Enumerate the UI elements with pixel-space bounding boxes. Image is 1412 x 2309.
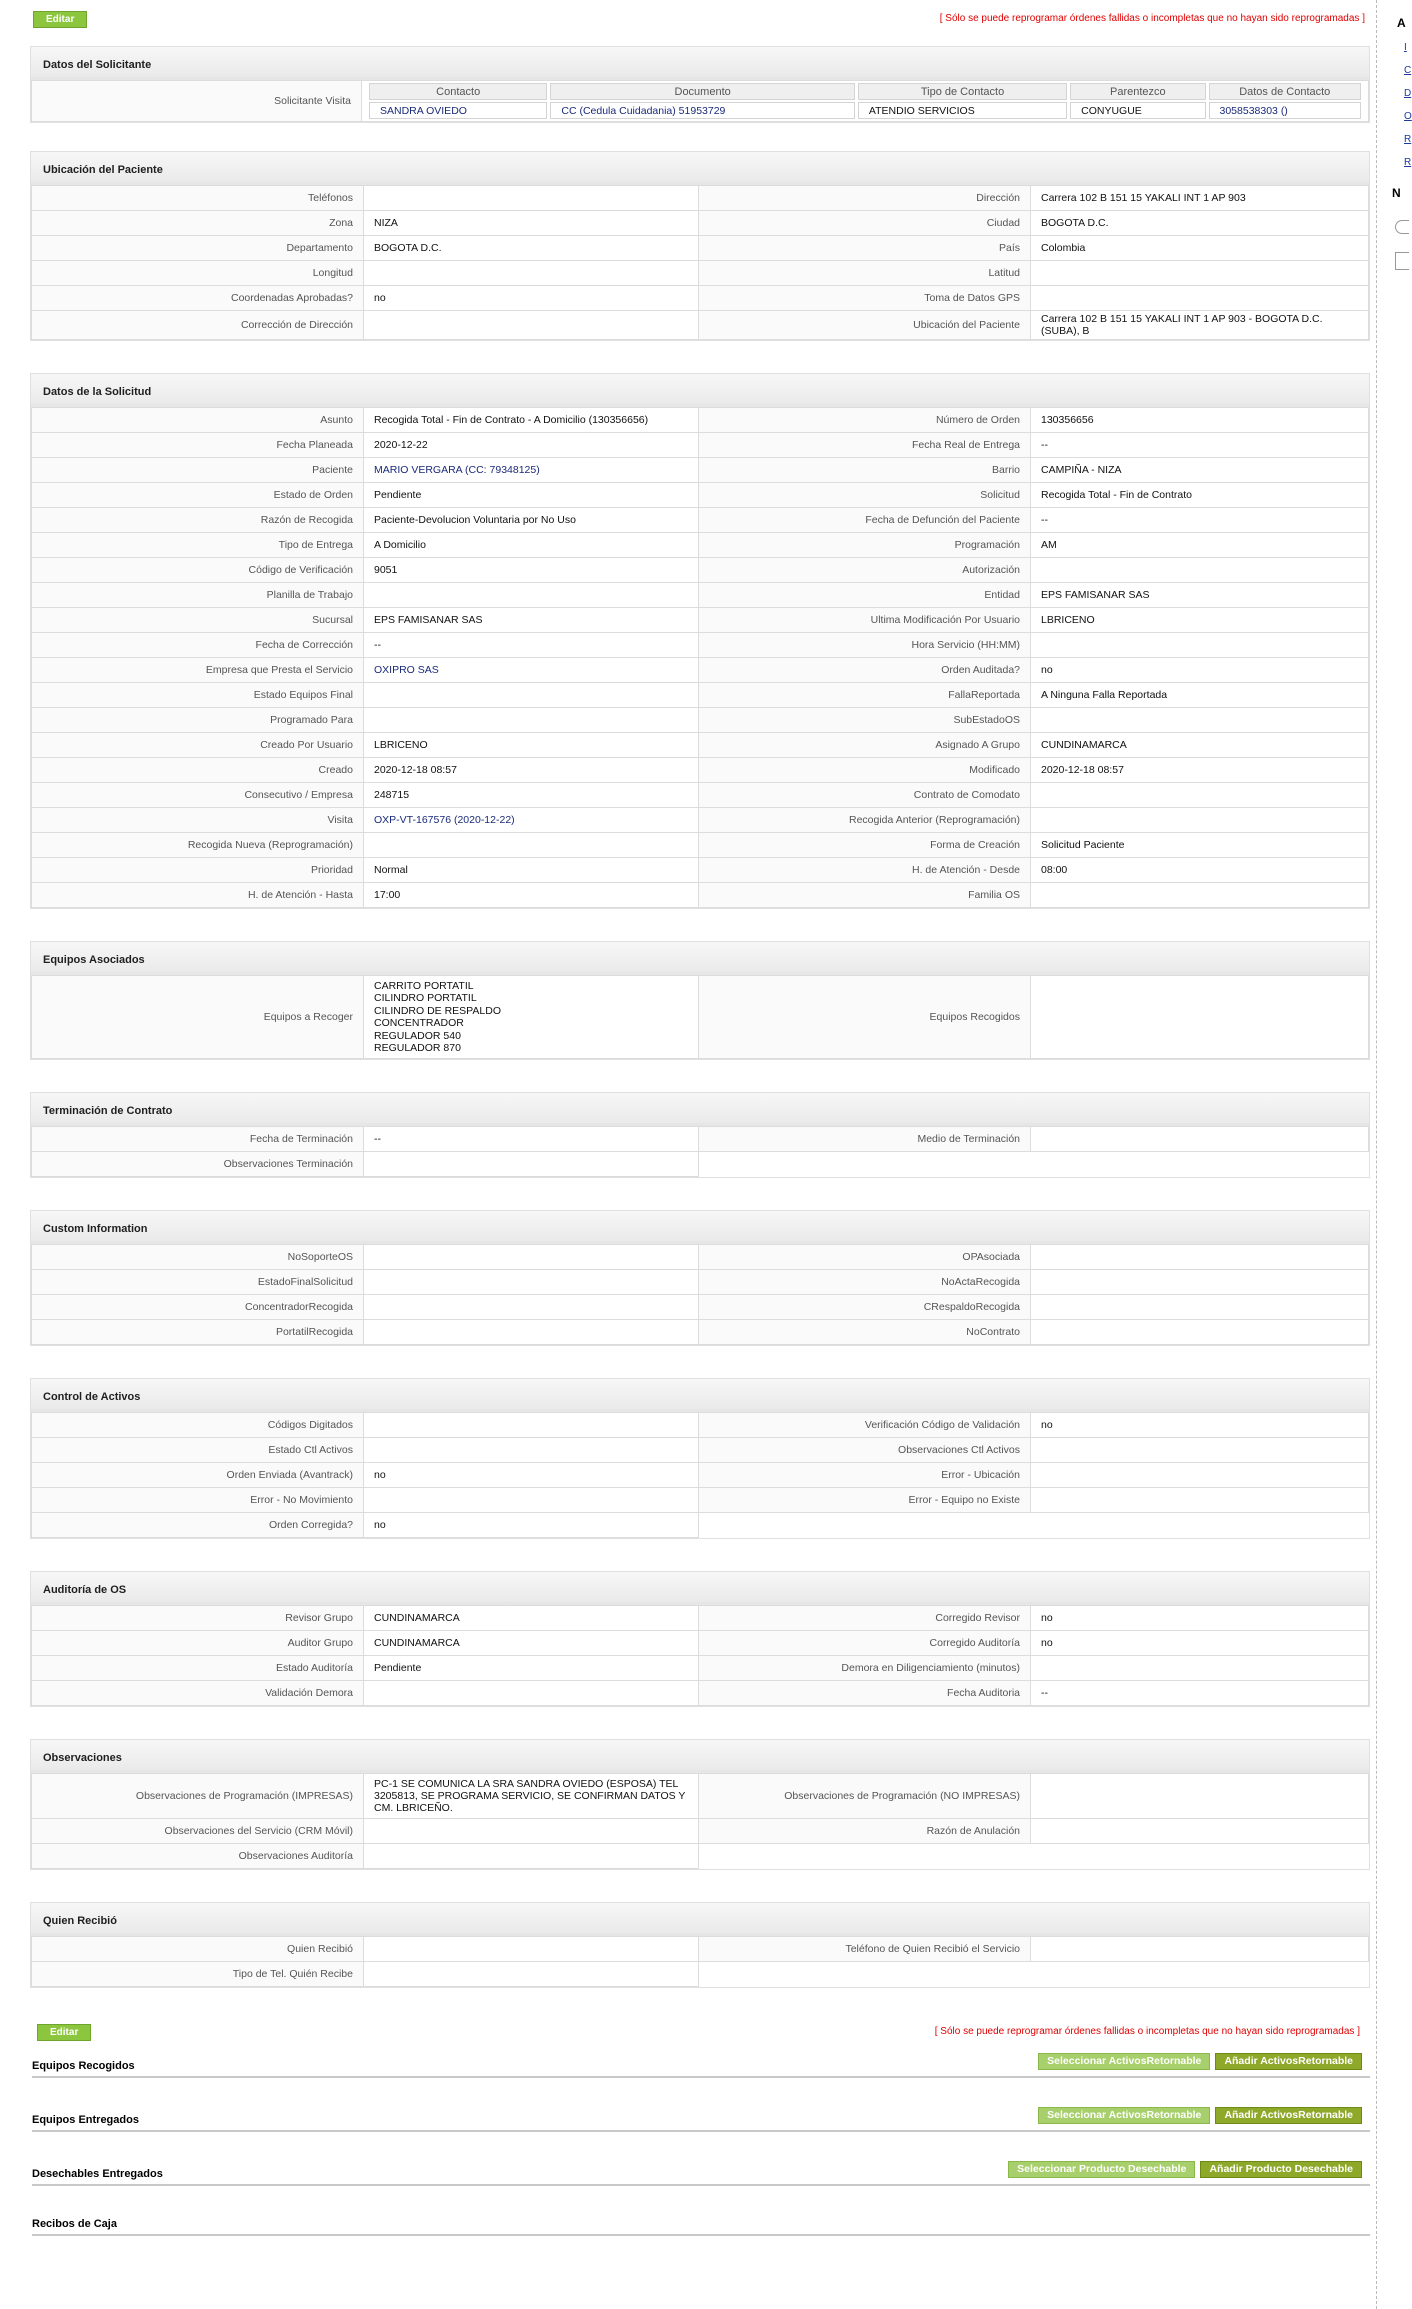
- field-label: NoActaRecogida: [699, 1270, 1031, 1295]
- sidebar-link-1[interactable]: I: [1404, 42, 1407, 53]
- field-value: no: [1031, 1631, 1369, 1656]
- section-terminacion: [30, 1092, 1370, 1178]
- table-row: [32, 733, 1369, 758]
- table-row: [32, 758, 1369, 783]
- observaciones-table: [31, 1773, 1369, 1869]
- field-value: Pendiente: [364, 1656, 699, 1681]
- table-row: [32, 236, 1369, 261]
- field-value: 9051: [364, 558, 699, 583]
- field-label: Fecha Planeada: [32, 433, 364, 458]
- field-value: [364, 311, 699, 340]
- field-value: NIZA: [364, 211, 699, 236]
- select-activos-retornable-button[interactable]: Seleccionar ActivosRetornable: [1038, 2053, 1210, 2070]
- section-title: Ubicación del Paciente: [31, 152, 1369, 185]
- field-label: Toma de Datos GPS: [699, 286, 1031, 311]
- sidebar-radio[interactable]: [1395, 220, 1409, 234]
- list-title: Equipos Entregados: [32, 2114, 139, 2127]
- field-label: Prioridad: [32, 858, 364, 883]
- field-label: Familia OS: [699, 883, 1031, 908]
- field-value: [364, 1270, 699, 1295]
- table-row: [32, 883, 1369, 908]
- field-label: Estado de Orden: [32, 483, 364, 508]
- field-label: Error - No Movimiento: [32, 1488, 364, 1513]
- field-value: [1031, 1245, 1369, 1270]
- table-row: [32, 508, 1369, 533]
- field-label: Contrato de Comodato: [699, 783, 1031, 808]
- field-value: Colombia: [1031, 236, 1369, 261]
- field-value: LBRICENO: [1031, 608, 1369, 633]
- section-title: Quien Recibió: [31, 1903, 1369, 1936]
- field-label: Ultima Modificación Por Usuario: [699, 608, 1031, 633]
- list-title: Equipos Recogidos: [32, 2060, 135, 2073]
- section-title: Observaciones: [31, 1740, 1369, 1773]
- field-label: Ubicación del Paciente: [699, 311, 1031, 340]
- field-value: [1031, 883, 1369, 908]
- section-custom: [30, 1210, 1370, 1346]
- field-value: Recogida Total - Fin de Contrato - A Domicilio (130356656): [364, 408, 699, 433]
- equipos-recogidos-list: [32, 2050, 1370, 2078]
- field-value: CAMPIÑA - NIZA: [1031, 458, 1369, 483]
- table-row: [32, 708, 1369, 733]
- table-row: [32, 608, 1369, 633]
- field-value: AM: [1031, 533, 1369, 558]
- field-value: [1031, 1270, 1369, 1295]
- solicitud-table: [31, 407, 1369, 908]
- ubicacion-table: [31, 185, 1369, 340]
- sidebar-link-4[interactable]: O: [1404, 111, 1412, 122]
- equipos-recoger-label: Equipos a Recoger: [32, 976, 364, 1059]
- field-value: [364, 683, 699, 708]
- obs-crm-value: [364, 1819, 699, 1844]
- field-value: [1031, 633, 1369, 658]
- field-value: 2020-12-18 08:57: [1031, 758, 1369, 783]
- sidebar-link-6[interactable]: R: [1404, 157, 1412, 168]
- contacto-value: SANDRA OVIEDO: [369, 102, 547, 119]
- add-producto-desechable-button[interactable]: Añadir Producto Desechable: [1200, 2161, 1362, 2178]
- field-value: Carrera 102 B 151 15 YAKALI INT 1 AP 903 - BOGOTA D.C. (SUBA), B: [1031, 311, 1369, 340]
- field-value: no: [1031, 1413, 1369, 1438]
- table-row: [32, 583, 1369, 608]
- field-label: Sucursal: [32, 608, 364, 633]
- section-title: Equipos Asociados: [31, 942, 1369, 975]
- obs-prog-impresas-value: PC-1 SE COMUNICA LA SRA SANDRA OVIEDO (ESPOSA) TEL 3205813, SE PROGRAMA SERVICIO, SE CONFIRMAN DATOS Y CM. LBRICEÑO.: [364, 1774, 699, 1819]
- section-control: [30, 1378, 1370, 1539]
- field-label: Fecha Real de Entrega: [699, 433, 1031, 458]
- section-solicitud: [30, 373, 1370, 909]
- field-label: Solicitud: [699, 483, 1031, 508]
- sidebar-title-2: N: [1392, 186, 1401, 200]
- section-title: Datos de la Solicitud: [31, 374, 1369, 407]
- field-label: Código de Verificación: [32, 558, 364, 583]
- field-value: A Ninguna Falla Reportada: [1031, 683, 1369, 708]
- tel-recibio-value: [1031, 1937, 1369, 1962]
- field-label: Códigos Digitados: [32, 1413, 364, 1438]
- field-label: Programación: [699, 533, 1031, 558]
- obs-prog-no-impresas-value: [1031, 1774, 1369, 1819]
- field-value: [364, 1488, 699, 1513]
- field-label: Asignado A Grupo: [699, 733, 1031, 758]
- field-label: NoSoporteOS: [32, 1245, 364, 1270]
- contact-table: [366, 81, 1364, 121]
- field-value: CUNDINAMARCA: [364, 1631, 699, 1656]
- field-value: [364, 261, 699, 286]
- field-value: 17:00: [364, 883, 699, 908]
- table-row: [32, 261, 1369, 286]
- field-value: [364, 186, 699, 211]
- razon-anulacion-label: Razón de Anulación: [699, 1819, 1031, 1844]
- sidebar-link-5[interactable]: R: [1404, 134, 1412, 145]
- field-label: Orden Enviada (Avantrack): [32, 1463, 364, 1488]
- field-label: Estado Equipos Final: [32, 683, 364, 708]
- terminacion-table: [31, 1126, 1369, 1177]
- field-value: [364, 1245, 699, 1270]
- table-row: [32, 633, 1369, 658]
- table-row: [32, 808, 1369, 833]
- recibio-table: [31, 1936, 1369, 1987]
- field-label: Latitud: [699, 261, 1031, 286]
- field-value: [1031, 286, 1369, 311]
- field-value: BOGOTA D.C.: [1031, 211, 1369, 236]
- field-value: --: [364, 633, 699, 658]
- field-value: [364, 1320, 699, 1345]
- field-label: Ciudad: [699, 211, 1031, 236]
- field-label: Hora Servicio (HH:MM): [699, 633, 1031, 658]
- table-row: [32, 1245, 1369, 1270]
- section-title: Control de Activos: [31, 1379, 1369, 1412]
- order-detail-main: [25, 0, 1370, 2236]
- field-value: [364, 583, 699, 608]
- table-row: [32, 658, 1369, 683]
- table-row: [32, 1606, 1369, 1631]
- obs-prog-no-impresas-label: Observaciones de Programación (NO IMPRESAS): [699, 1774, 1031, 1819]
- field-value: [1031, 708, 1369, 733]
- select-activos-retornable-button[interactable]: Seleccionar ActivosRetornable: [1038, 2107, 1210, 2124]
- obs-auditoria-label: Observaciones Auditoría: [32, 1844, 364, 1869]
- field-label: Corregido Auditoría: [699, 1631, 1031, 1656]
- field-value: EPS FAMISANAR SAS: [364, 608, 699, 633]
- section-equipos: [30, 941, 1370, 1060]
- field-value: [1031, 783, 1369, 808]
- field-value: [1031, 808, 1369, 833]
- col-datos-contacto: Datos de Contacto: [1209, 83, 1362, 100]
- field-label: Estado Ctl Activos: [32, 1438, 364, 1463]
- field-label: Observaciones Ctl Activos: [699, 1438, 1031, 1463]
- table-row: [32, 1438, 1369, 1463]
- field-value: [364, 1413, 699, 1438]
- table-row: [32, 1681, 1369, 1706]
- list-title: Recibos de Caja: [32, 2218, 117, 2231]
- field-value: 130356656: [1031, 408, 1369, 433]
- fecha-terminacion-label: Fecha de Terminación: [32, 1127, 364, 1152]
- field-value: EPS FAMISANAR SAS: [1031, 583, 1369, 608]
- field-label: Empresa que Presta el Servicio: [32, 658, 364, 683]
- table-row: [32, 1463, 1369, 1488]
- equipos-table: [31, 975, 1369, 1059]
- field-label: Razón de Recogida: [32, 508, 364, 533]
- list-item: CILINDRO DE RESPALDO: [374, 1004, 501, 1017]
- field-label: Forma de Creación: [699, 833, 1031, 858]
- select-producto-desechable-button[interactable]: Seleccionar Producto Desechable: [1008, 2161, 1195, 2178]
- field-label: H. de Atención - Desde: [699, 858, 1031, 883]
- field-label: Corrección de Dirección: [32, 311, 364, 340]
- field-label: Tipo de Entrega: [32, 533, 364, 558]
- medio-terminacion-label: Medio de Terminación: [699, 1127, 1031, 1152]
- table-row: [32, 483, 1369, 508]
- field-label: Longitud: [32, 261, 364, 286]
- sidebar-title: A: [1397, 16, 1406, 30]
- list-item: REGULADOR 540: [374, 1029, 461, 1042]
- obs-terminacion-label: Observaciones Terminación: [32, 1152, 364, 1177]
- field-label: Coordenadas Aprobadas?: [32, 286, 364, 311]
- field-value: 2020-12-22: [364, 433, 699, 458]
- field-value: Carrera 102 B 151 15 YAKALI INT 1 AP 903: [1031, 186, 1369, 211]
- field-value: --: [1031, 508, 1369, 533]
- section-title: Terminación de Contrato: [31, 1093, 1369, 1126]
- solicitante-label: Solicitante Visita: [32, 81, 362, 122]
- field-value: [1031, 261, 1369, 286]
- field-label: Autorización: [699, 558, 1031, 583]
- table-row: [32, 1320, 1369, 1345]
- list-item: CONCENTRADOR: [374, 1017, 464, 1030]
- razon-anulacion-value: [1031, 1819, 1369, 1844]
- field-label: Verificación Código de Validación: [699, 1413, 1031, 1438]
- field-label: Fecha Auditoria: [699, 1681, 1031, 1706]
- field-label: Planilla de Trabajo: [32, 583, 364, 608]
- section-observaciones: [30, 1739, 1370, 1870]
- field-label: ConcentradorRecogida: [32, 1295, 364, 1320]
- table-row: [32, 1295, 1369, 1320]
- field-value: [1031, 1320, 1369, 1345]
- table-row: [32, 433, 1369, 458]
- field-value: [364, 1681, 699, 1706]
- field-value: [1031, 1438, 1369, 1463]
- field-value: no: [1031, 658, 1369, 683]
- field-label: SubEstadoOS: [699, 708, 1031, 733]
- equipos-entregados-list: [32, 2104, 1370, 2132]
- field-label: NoContrato: [699, 1320, 1031, 1345]
- section-solicitante: [30, 46, 1370, 123]
- list-title: Desechables Entregados: [32, 2168, 163, 2181]
- sidebar-checkbox[interactable]: [1395, 252, 1409, 270]
- field-value: CUNDINAMARCA: [364, 1606, 699, 1631]
- table-row: [32, 533, 1369, 558]
- field-label: Consecutivo / Empresa: [32, 783, 364, 808]
- section-title: Auditoría de OS: [31, 1572, 1369, 1605]
- field-value: --: [1031, 433, 1369, 458]
- list-item: CILINDRO PORTATIL: [374, 992, 477, 1005]
- col-tipo-contacto: Tipo de Contacto: [858, 83, 1067, 100]
- parentezco-value: CONYUGUE: [1070, 102, 1205, 119]
- table-row: [32, 558, 1369, 583]
- field-value: no: [364, 286, 699, 311]
- table-row: [32, 1631, 1369, 1656]
- field-label: Creado Por Usuario: [32, 733, 364, 758]
- field-value: MARIO VERGARA (CC: 79348125): [364, 458, 699, 483]
- datos-contacto-value: 3058538303 (): [1209, 102, 1362, 119]
- field-label: País: [699, 236, 1031, 261]
- field-value: [364, 833, 699, 858]
- edit-button-bottom[interactable]: Editar: [37, 2024, 91, 2041]
- col-parentezco: Parentezco: [1070, 83, 1205, 100]
- table-row: [32, 783, 1369, 808]
- sidebar-link-3[interactable]: D: [1404, 88, 1412, 99]
- field-label: H. de Atención - Hasta: [32, 883, 364, 908]
- field-label: Número de Orden: [699, 408, 1031, 433]
- orden-corregida-label: Orden Corregida?: [32, 1513, 364, 1538]
- field-label: EstadoFinalSolicitud: [32, 1270, 364, 1295]
- section-ubicacion: [30, 151, 1370, 341]
- field-label: Estado Auditoría: [32, 1656, 364, 1681]
- field-label: Creado: [32, 758, 364, 783]
- field-label: Recogida Anterior (Reprogramación): [699, 808, 1031, 833]
- col-contacto: Contacto: [369, 83, 547, 100]
- top-action-bar: [25, 0, 1370, 28]
- reprogram-warning-bottom: [ Sólo se puede reprogramar órdenes fallidas o incompletas que no hayan sido reprogramadas ]: [934, 2026, 1360, 2038]
- field-value: [364, 1438, 699, 1463]
- field-value: OXP-VT-167576 (2020-12-22): [364, 808, 699, 833]
- add-activos-retornable-button[interactable]: Añadir ActivosRetornable: [1215, 2107, 1362, 2124]
- field-label: Dirección: [699, 186, 1031, 211]
- col-documento: Documento: [550, 83, 855, 100]
- field-label: Barrio: [699, 458, 1031, 483]
- equipos-recogidos-label: Equipos Recogidos: [699, 976, 1031, 1059]
- table-row: [32, 286, 1369, 311]
- field-value: OXIPRO SAS: [364, 658, 699, 683]
- table-row: [32, 683, 1369, 708]
- field-value: [1031, 1656, 1369, 1681]
- field-label: Asunto: [32, 408, 364, 433]
- tel-recibio-label: Teléfono de Quien Recibió el Servicio: [699, 1937, 1031, 1962]
- field-label: CRespaldoRecogida: [699, 1295, 1031, 1320]
- field-value: [364, 1295, 699, 1320]
- list-item: REGULADOR 870: [374, 1042, 461, 1055]
- field-label: Teléfonos: [32, 186, 364, 211]
- field-value: Solicitud Paciente: [1031, 833, 1369, 858]
- equipos-recogidos-value: [1031, 976, 1369, 1059]
- obs-crm-label: Observaciones del Servicio (CRM Móvil): [32, 1819, 364, 1844]
- fecha-terminacion-value: --: [364, 1127, 699, 1152]
- sidebar-link-2[interactable]: C: [1404, 65, 1412, 76]
- field-value: --: [1031, 1681, 1369, 1706]
- field-value: [1031, 1488, 1369, 1513]
- field-label: Validación Demora: [32, 1681, 364, 1706]
- field-value: Normal: [364, 858, 699, 883]
- field-label: PortatilRecogida: [32, 1320, 364, 1345]
- section-recibio: [30, 1902, 1370, 1988]
- field-label: Fecha de Defunción del Paciente: [699, 508, 1031, 533]
- field-value: Paciente-Devolucion Voluntaria por No Uso: [364, 508, 699, 533]
- table-row: [32, 1488, 1369, 1513]
- auditoria-table: [31, 1605, 1369, 1706]
- field-value: [1031, 1463, 1369, 1488]
- field-value: [364, 708, 699, 733]
- custom-table: [31, 1244, 1369, 1345]
- field-value: Pendiente: [364, 483, 699, 508]
- tipo-contacto-value: ATENDIO SERVICIOS: [858, 102, 1067, 119]
- obs-prog-impresas-label: Observaciones de Programación (IMPRESAS): [32, 1774, 364, 1819]
- field-value: [1031, 558, 1369, 583]
- obs-auditoria-value: [364, 1844, 699, 1869]
- field-label: Error - Ubicación: [699, 1463, 1031, 1488]
- equipos-recoger-list: [364, 976, 699, 1059]
- field-label: Modificado: [699, 758, 1031, 783]
- control-table: [31, 1412, 1369, 1538]
- field-label: Revisor Grupo: [32, 1606, 364, 1631]
- obs-terminacion-value: [364, 1152, 699, 1177]
- table-row: [32, 1413, 1369, 1438]
- table-row: [32, 458, 1369, 483]
- medio-terminacion-value: [1031, 1127, 1369, 1152]
- field-label: OPAsociada: [699, 1245, 1031, 1270]
- table-row: [32, 833, 1369, 858]
- quien-recibio-value: [364, 1937, 699, 1962]
- field-value: no: [1031, 1606, 1369, 1631]
- table-row: [32, 311, 1369, 340]
- field-label: Visita: [32, 808, 364, 833]
- field-label: Error - Equipo no Existe: [699, 1488, 1031, 1513]
- table-row: [32, 858, 1369, 883]
- table-row: [32, 408, 1369, 433]
- field-label: Entidad: [699, 583, 1031, 608]
- field-label: Departamento: [32, 236, 364, 261]
- table-row: [32, 1513, 1369, 1538]
- table-row: [32, 1270, 1369, 1295]
- field-value: 248715: [364, 783, 699, 808]
- field-label: Orden Auditada?: [699, 658, 1031, 683]
- desechables-entregados-list: [32, 2158, 1370, 2186]
- section-auditoria: [30, 1571, 1370, 1707]
- add-activos-retornable-button[interactable]: Añadir ActivosRetornable: [1215, 2053, 1362, 2070]
- tipo-tel-value: [364, 1962, 699, 1987]
- table-row: [32, 211, 1369, 236]
- field-value: LBRICENO: [364, 733, 699, 758]
- orden-corregida-value: no: [364, 1513, 699, 1538]
- field-label: Demora en Diligenciamiento (minutos): [699, 1656, 1031, 1681]
- section-title: Datos del Solicitante: [31, 47, 1369, 80]
- section-title: Custom Information: [31, 1211, 1369, 1244]
- field-value: Recogida Total - Fin de Contrato: [1031, 483, 1369, 508]
- field-value: BOGOTA D.C.: [364, 236, 699, 261]
- field-value: no: [364, 1463, 699, 1488]
- documento-value: CC (Cedula Cuidadania) 51953729: [550, 102, 855, 119]
- list-item: CARRITO PORTATIL: [374, 980, 474, 992]
- table-row: [32, 1656, 1369, 1681]
- table-row: [32, 186, 1369, 211]
- right-sidebar: [1376, 0, 1411, 2309]
- field-value: 2020-12-18 08:57: [364, 758, 699, 783]
- field-label: Corregido Revisor: [699, 1606, 1031, 1631]
- field-label: Fecha de Corrección: [32, 633, 364, 658]
- field-value: 08:00: [1031, 858, 1369, 883]
- field-label: Programado Para: [32, 708, 364, 733]
- quien-recibio-label: Quien Recibió: [32, 1937, 364, 1962]
- edit-button[interactable]: Editar: [33, 11, 87, 28]
- field-value: CUNDINAMARCA: [1031, 733, 1369, 758]
- recibos-caja-list: [32, 2208, 1370, 2236]
- bottom-action-bar: [25, 1988, 1370, 2044]
- field-value: [1031, 1295, 1369, 1320]
- field-value: A Domicilio: [364, 533, 699, 558]
- reprogram-warning: [ Sólo se puede reprogramar órdenes fallidas o incompletas que no hayan sido reprogramadas ]: [939, 13, 1365, 24]
- field-label: Paciente: [32, 458, 364, 483]
- field-label: Zona: [32, 211, 364, 236]
- field-label: Recogida Nueva (Reprogramación): [32, 833, 364, 858]
- field-label: Auditor Grupo: [32, 1631, 364, 1656]
- tipo-tel-label: Tipo de Tel. Quién Recibe: [32, 1962, 364, 1987]
- solicitante-table: [31, 80, 1369, 122]
- field-label: FallaReportada: [699, 683, 1031, 708]
